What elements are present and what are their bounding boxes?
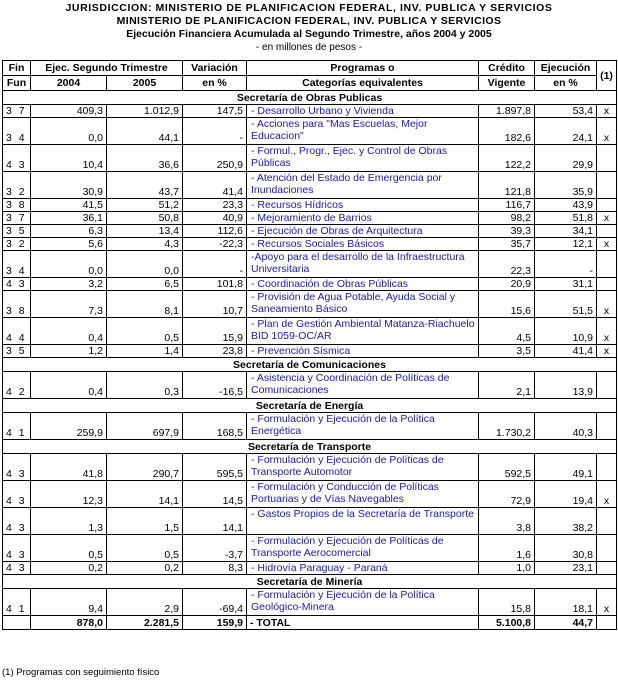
obs-cell: [597, 199, 617, 212]
obs-cell: x: [597, 105, 617, 118]
section-title: Secretaría de Comunicaciones: [3, 358, 617, 372]
execution-cell: 19,4: [535, 481, 597, 508]
execution-cell: 49,1: [535, 454, 597, 481]
value-2004: 6,3: [31, 225, 107, 238]
fun-cell: 3 7: [3, 105, 31, 118]
value-2004: 0,0: [31, 251, 107, 278]
table-row: [3, 372, 617, 399]
section-title: Secretaría de Obras Publicas: [3, 91, 617, 105]
variation-cell: -: [183, 118, 247, 145]
variation-cell: 23,3: [183, 199, 247, 212]
credit-cell: 22,3: [479, 251, 535, 278]
obs-cell: x: [597, 345, 617, 358]
program-cell: - Formul., Progr., Ejec. y Control de Obras Públicas: [247, 145, 479, 172]
execution-cell: 30,8: [535, 535, 597, 562]
table-row: [3, 278, 617, 291]
table-row: [3, 212, 617, 225]
value-2004: 9,4: [31, 589, 107, 616]
execution-table: [2, 60, 617, 630]
table-row: [3, 345, 617, 358]
variation-cell: 250,9: [183, 145, 247, 172]
value-2005: 1.012,9: [107, 105, 183, 118]
col-var-pct: en %: [183, 76, 247, 91]
report-title: Ejecución Financiera Acumulada al Segundo Trimestre, años 2004 y 2005: [126, 28, 492, 40]
credit-cell: 1.897,8: [479, 105, 535, 118]
program-cell: - Coordinación de Obras Públicas: [247, 278, 479, 291]
execution-cell: 24,1: [535, 118, 597, 145]
value-2005: 290,7: [107, 454, 183, 481]
program-cell: - Formulación y Ejecución de la Política Geológico-Minera: [247, 589, 479, 616]
fun-cell: 4 3: [3, 481, 31, 508]
obs-cell: [597, 172, 617, 199]
program-cell: - Gastos Propios de la Secretaría de Transporte: [247, 508, 479, 535]
program-cell: - Desarrollo Urbano y Vivienda: [247, 105, 479, 118]
fun-cell: 4 2: [3, 372, 31, 399]
value-2004: 0,4: [31, 372, 107, 399]
credit-cell: 1.730,2: [479, 413, 535, 440]
total-2004: 878,0: [31, 616, 107, 630]
value-2005: 6,5: [107, 278, 183, 291]
value-2005: 44,1: [107, 118, 183, 145]
value-2005: 697,9: [107, 413, 183, 440]
table-row: [3, 589, 617, 616]
total-execution: 44,7: [535, 616, 597, 630]
value-2004: 10,4: [31, 145, 107, 172]
credit-cell: 592,5: [479, 454, 535, 481]
value-2004: 5,6: [31, 238, 107, 251]
col-fin: Fin: [3, 61, 31, 76]
total-variation: 159,9: [183, 616, 247, 630]
value-2005: 0,0: [107, 251, 183, 278]
variation-cell: 147,5: [183, 105, 247, 118]
execution-cell: 13,9: [535, 372, 597, 399]
jurisdiction-title: JURISDICCION: MINISTERIO DE PLANIFICACION FEDERAL, INV. PUBLICA Y SERVICIOS: [65, 2, 553, 14]
value-2005: 50,8: [107, 212, 183, 225]
value-2004: 409,3: [31, 105, 107, 118]
obs-cell: x: [597, 238, 617, 251]
credit-cell: 3,5: [479, 345, 535, 358]
program-cell: - Formulación y Ejecución de Políticas de Transporte Automotor: [247, 454, 479, 481]
value-2005: 0,5: [107, 318, 183, 345]
col-fun: Fun: [3, 76, 31, 91]
fun-cell: 4 3: [3, 145, 31, 172]
program-cell: -Apoyo para el desarrollo de la Infraestructura Universitaria: [247, 251, 479, 278]
variation-cell: 15,9: [183, 318, 247, 345]
value-2005: 2,9: [107, 589, 183, 616]
table-row: [3, 145, 617, 172]
program-cell: - Recursos Hídricos: [247, 199, 479, 212]
program-cell: - Formulación y Ejecución de la Política Energética: [247, 413, 479, 440]
value-2004: 0,4: [31, 318, 107, 345]
value-2004: 3,2: [31, 278, 107, 291]
credit-cell: 1,6: [479, 535, 535, 562]
fun-cell: 3 8: [3, 199, 31, 212]
program-cell: - Hidrovía Paraguay - Paraná: [247, 562, 479, 575]
credit-cell: 98,2: [479, 212, 535, 225]
fun-cell: 4 1: [3, 413, 31, 440]
obs-cell: [597, 278, 617, 291]
execution-cell: 29,9: [535, 145, 597, 172]
table-row: [3, 238, 617, 251]
section-title: Secretaría de Transporte: [3, 440, 617, 454]
credit-cell: 15,8: [479, 589, 535, 616]
obs-cell: x: [597, 481, 617, 508]
credit-cell: 121,8: [479, 172, 535, 199]
variation-cell: 41,4: [183, 172, 247, 199]
execution-cell: 31,1: [535, 278, 597, 291]
execution-cell: 35,9: [535, 172, 597, 199]
value-2005: 43,7: [107, 172, 183, 199]
value-2004: 1,3: [31, 508, 107, 535]
table-row: [3, 413, 617, 440]
program-cell: - Acciones para "Mas Escuelas, Mejor Educacion": [247, 118, 479, 145]
value-2004: 7,3: [31, 291, 107, 318]
value-2005: 51,2: [107, 199, 183, 212]
value-2005: 0,2: [107, 562, 183, 575]
value-2004: 1,2: [31, 345, 107, 358]
execution-cell: 34,1: [535, 225, 597, 238]
value-2004: 30,9: [31, 172, 107, 199]
table-row: [3, 318, 617, 345]
program-cell: - Prevención Sísmica: [247, 345, 479, 358]
col-ejecucion: Ejecución: [535, 61, 597, 76]
fun-cell: 3 5: [3, 345, 31, 358]
total-label: - TOTAL: [247, 616, 479, 630]
value-2005: 1,5: [107, 508, 183, 535]
value-2004: 0,0: [31, 118, 107, 145]
variation-cell: -16,5: [183, 372, 247, 399]
obs-cell: [597, 562, 617, 575]
execution-cell: 40,3: [535, 413, 597, 440]
obs-cell: x: [597, 212, 617, 225]
obs-cell: x: [597, 589, 617, 616]
table-row: [3, 454, 617, 481]
total-row: [3, 616, 617, 630]
total-credit: 5.100,8: [479, 616, 535, 630]
fun-cell: 4 3: [3, 278, 31, 291]
fun-cell: 3 8: [3, 291, 31, 318]
obs-cell: [597, 535, 617, 562]
variation-cell: 10,7: [183, 291, 247, 318]
table-row: [3, 251, 617, 278]
execution-cell: 18,1: [535, 589, 597, 616]
variation-cell: -: [183, 251, 247, 278]
fun-cell: 4 3: [3, 562, 31, 575]
units-note: - en millones de pesos -: [255, 42, 363, 53]
variation-cell: 14,1: [183, 508, 247, 535]
obs-cell: [597, 413, 617, 440]
value-2005: 0,5: [107, 535, 183, 562]
value-2005: 8,1: [107, 291, 183, 318]
value-2004: 259,9: [31, 413, 107, 440]
credit-cell: 15,6: [479, 291, 535, 318]
credit-cell: 182,6: [479, 118, 535, 145]
table-row: [3, 535, 617, 562]
table-row: [3, 105, 617, 118]
credit-cell: 4,5: [479, 318, 535, 345]
value-2004: 41,8: [31, 454, 107, 481]
execution-cell: 53,4: [535, 105, 597, 118]
value-2004: 36,1: [31, 212, 107, 225]
fun-cell: 3 4: [3, 251, 31, 278]
fun-cell: 4 3: [3, 454, 31, 481]
obs-cell: [597, 225, 617, 238]
total-obs-cell: [597, 616, 617, 630]
col-2005: 2005: [107, 76, 183, 91]
table-row: [3, 481, 617, 508]
value-2005: 14,1: [107, 481, 183, 508]
execution-cell: 38,2: [535, 508, 597, 535]
program-cell: - Recursos Sociales Básicos: [247, 238, 479, 251]
total-fun-cell: [3, 616, 31, 630]
fun-cell: 4 4: [3, 318, 31, 345]
table-row: [3, 225, 617, 238]
report-header: [0, 0, 618, 54]
credit-cell: 20,9: [479, 278, 535, 291]
value-2005: 13,4: [107, 225, 183, 238]
obs-cell: [597, 508, 617, 535]
value-2004: 0,5: [31, 535, 107, 562]
ministry-title: MINISTERIO DE PLANIFICACION FEDERAL, INV. PUBLICA Y SERVICIOS: [116, 15, 502, 27]
value-2005: 1,4: [107, 345, 183, 358]
program-cell: - Formulación y Ejecución de Políticas de Transporte Aerocomercial: [247, 535, 479, 562]
obs-cell: x: [597, 291, 617, 318]
table-row: [3, 118, 617, 145]
fun-cell: 3 2: [3, 238, 31, 251]
table-row: [3, 199, 617, 212]
program-cell: - Provisión de Agua Potable, Ayuda Social y Saneamiento Básico: [247, 291, 479, 318]
col-obs: (1): [597, 61, 617, 91]
value-2005: 36,6: [107, 145, 183, 172]
col-ejec: Ejec. Segundo Trimestre: [31, 61, 183, 76]
program-cell: - Asistencia y Coordinación de Políticas de Comunicaciones: [247, 372, 479, 399]
obs-cell: x: [597, 118, 617, 145]
col-vigente: Vigente: [479, 76, 535, 91]
obs-cell: [597, 454, 617, 481]
credit-cell: 1,0: [479, 562, 535, 575]
fun-cell: 3 4: [3, 118, 31, 145]
program-cell: - Plan de Gestión Ambiental Matanza-Riachuelo BID 1059-OC/AR: [247, 318, 479, 345]
col-categorias: Categorías equivalentes: [247, 76, 479, 91]
value-2004: 0,2: [31, 562, 107, 575]
credit-cell: 39,3: [479, 225, 535, 238]
table-row: [3, 172, 617, 199]
obs-cell: x: [597, 318, 617, 345]
variation-cell: 23,8: [183, 345, 247, 358]
variation-cell: 168,5: [183, 413, 247, 440]
fun-cell: 4 3: [3, 535, 31, 562]
execution-cell: 51,5: [535, 291, 597, 318]
value-2004: 41,5: [31, 199, 107, 212]
program-cell: - Atención del Estado de Emergencia por Inundaciones: [247, 172, 479, 199]
obs-cell: [597, 372, 617, 399]
footnote: (1) Programas con seguimiento físico: [2, 667, 160, 678]
fun-cell: 3 5: [3, 225, 31, 238]
variation-cell: -3,7: [183, 535, 247, 562]
variation-cell: 14,5: [183, 481, 247, 508]
fun-cell: 3 2: [3, 172, 31, 199]
program-cell: - Ejecución de Obras de Arquitectura: [247, 225, 479, 238]
obs-cell: [597, 251, 617, 278]
credit-cell: 116,7: [479, 199, 535, 212]
credit-cell: 35,7: [479, 238, 535, 251]
value-2005: 0,3: [107, 372, 183, 399]
value-2005: 4,3: [107, 238, 183, 251]
variation-cell: 595,5: [183, 454, 247, 481]
variation-cell: 8,3: [183, 562, 247, 575]
obs-cell: [597, 145, 617, 172]
variation-cell: -22,3: [183, 238, 247, 251]
program-cell: - Mejoramiento de Barrios: [247, 212, 479, 225]
fun-cell: 4 3: [3, 508, 31, 535]
col-credito: Crédito: [479, 61, 535, 76]
table-row: [3, 508, 617, 535]
execution-cell: 23,1: [535, 562, 597, 575]
col-2004: 2004: [31, 76, 107, 91]
execution-cell: 51,8: [535, 212, 597, 225]
variation-cell: -69,4: [183, 589, 247, 616]
execution-cell: 10,9: [535, 318, 597, 345]
credit-cell: 2,1: [479, 372, 535, 399]
variation-cell: 112,6: [183, 225, 247, 238]
fun-cell: 4 1: [3, 589, 31, 616]
variation-cell: 40,9: [183, 212, 247, 225]
section-title: Secretaría de Minería: [3, 575, 617, 589]
table-body: [3, 91, 617, 630]
table-row: [3, 562, 617, 575]
variation-cell: 101,8: [183, 278, 247, 291]
program-cell: - Formulación y Conducción de Políticas Portuarias y de Vías Navegables: [247, 481, 479, 508]
credit-cell: 122,2: [479, 145, 535, 172]
col-ejec-pct: en %: [535, 76, 597, 91]
col-programas: Programas o: [247, 61, 479, 76]
col-variacion: Variación: [183, 61, 247, 76]
section-title: Secretaría de Energía: [3, 399, 617, 413]
execution-cell: -: [535, 251, 597, 278]
credit-cell: 3,8: [479, 508, 535, 535]
total-2005: 2.281,5: [107, 616, 183, 630]
execution-cell: 41,4: [535, 345, 597, 358]
fun-cell: 3 7: [3, 212, 31, 225]
credit-cell: 72,9: [479, 481, 535, 508]
value-2004: 12,3: [31, 481, 107, 508]
table-row: [3, 291, 617, 318]
execution-cell: 12,1: [535, 238, 597, 251]
execution-cell: 43,9: [535, 199, 597, 212]
